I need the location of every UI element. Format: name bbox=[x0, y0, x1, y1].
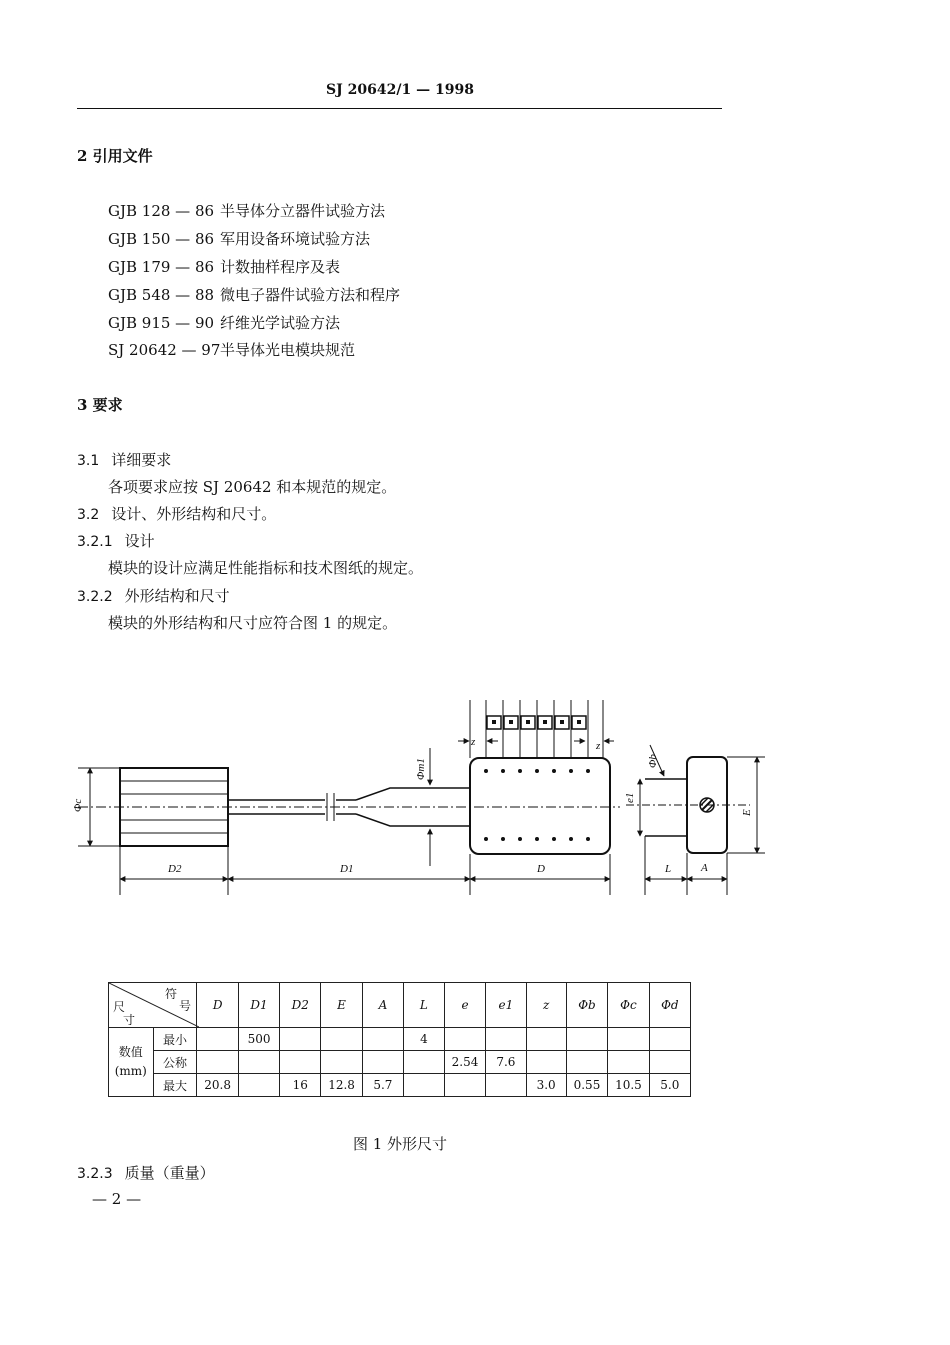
corner-label-cun: 寸 bbox=[123, 1013, 136, 1027]
label-d1: D1 bbox=[340, 863, 354, 875]
table-cell bbox=[238, 1051, 279, 1074]
table-cell: 20.8 bbox=[197, 1074, 238, 1097]
reference-item bbox=[108, 256, 340, 277]
table-cell bbox=[649, 1051, 690, 1074]
document-code-header: SJ 20642/1 — 1998 bbox=[326, 82, 474, 98]
label-a: A bbox=[701, 862, 708, 874]
subsection-number: 3.2.1 bbox=[77, 534, 113, 550]
subsection-3-2-3-heading bbox=[77, 1162, 215, 1183]
column-header: Φc bbox=[608, 983, 649, 1028]
subsection-3-2-2-text: 模块的外形结构和尺寸应符合图 1 的规定。 bbox=[108, 614, 398, 632]
label-z-right: z bbox=[596, 740, 601, 752]
row-group-label bbox=[109, 1028, 154, 1097]
row-group-unit: (mm) bbox=[114, 1064, 147, 1078]
reference-title: 军用设备环境试验方法 bbox=[220, 230, 371, 248]
table-cell bbox=[566, 1028, 607, 1051]
table-cell bbox=[649, 1028, 690, 1051]
corner-label-fu: 符 bbox=[165, 987, 178, 1001]
reference-code: GJB 548 — 88 bbox=[108, 286, 215, 304]
table-cell bbox=[486, 1028, 526, 1051]
label-z-left: z bbox=[471, 736, 476, 748]
table-header-row bbox=[109, 983, 691, 1028]
table-cell bbox=[404, 1074, 445, 1097]
table-corner-cell bbox=[109, 983, 197, 1028]
header-rule bbox=[77, 108, 722, 109]
column-header: Φb bbox=[566, 983, 607, 1028]
reference-code: GJB 915 — 90 bbox=[108, 314, 215, 332]
column-header: D1 bbox=[238, 983, 279, 1028]
subsection-3-2-1-text: 模块的设计应满足性能指标和技术图纸的规定。 bbox=[108, 559, 424, 577]
reference-title: 计数抽样程序及表 bbox=[220, 258, 341, 276]
section-2-title: 2 引用文件 bbox=[77, 147, 153, 165]
table-cell bbox=[526, 1028, 566, 1051]
table-cell: 7.6 bbox=[486, 1051, 526, 1074]
table-cell bbox=[197, 1028, 238, 1051]
subsection-3-1-text: 各项要求应按 SJ 20642 和本规范的规定。 bbox=[108, 478, 397, 496]
column-header: e1 bbox=[486, 983, 526, 1028]
label-phi-c: Φc bbox=[72, 798, 84, 812]
column-header: Φd bbox=[649, 983, 690, 1028]
pin-leads bbox=[470, 700, 603, 758]
table-cell bbox=[444, 1028, 485, 1051]
reference-item bbox=[108, 228, 370, 249]
table-cell bbox=[238, 1074, 279, 1097]
table-cell bbox=[444, 1074, 485, 1097]
subsection-title: 设计、外形结构和尺寸。 bbox=[111, 505, 277, 523]
reference-title: 半导体分立器件试验方法 bbox=[220, 202, 386, 220]
reference-item bbox=[108, 200, 385, 221]
table-cell bbox=[362, 1051, 403, 1074]
label-e1: e1 bbox=[624, 792, 636, 803]
row-group-title: 数值 bbox=[118, 1044, 143, 1059]
subsection-3-2-1-heading bbox=[77, 530, 155, 551]
subsection-3-2-2-heading bbox=[77, 585, 230, 606]
reference-code: GJB 150 — 86 bbox=[108, 230, 215, 248]
table-cell: 2.54 bbox=[444, 1051, 485, 1074]
table-cell bbox=[608, 1051, 649, 1074]
label-d: D bbox=[537, 863, 545, 875]
column-header: D2 bbox=[280, 983, 321, 1028]
table-cell: 10.5 bbox=[608, 1074, 649, 1097]
label-d2: D2 bbox=[168, 863, 182, 875]
table-cell bbox=[280, 1051, 321, 1074]
subsection-title: 设计 bbox=[124, 532, 155, 550]
column-header: A bbox=[362, 983, 403, 1028]
column-header: e bbox=[444, 983, 485, 1028]
row-label: 公称 bbox=[153, 1051, 197, 1074]
figure-caption: 图 1 外形尺寸 bbox=[352, 1135, 448, 1153]
reference-title: 纤维光学试验方法 bbox=[220, 314, 341, 332]
table-cell bbox=[197, 1051, 238, 1074]
reference-item bbox=[108, 312, 340, 333]
table-cell bbox=[566, 1051, 607, 1074]
column-header: L bbox=[404, 983, 445, 1028]
label-phi-b: Φb bbox=[647, 754, 659, 768]
reference-title: 半导体光电模块规范 bbox=[220, 341, 356, 359]
module-outline-drawing bbox=[0, 680, 950, 920]
subsection-title: 外形结构和尺寸 bbox=[124, 587, 230, 605]
reference-item bbox=[108, 284, 400, 305]
subsection-title: 质量（重量） bbox=[124, 1164, 215, 1182]
column-header: z bbox=[526, 983, 566, 1028]
label-l: L bbox=[665, 863, 672, 875]
reference-title: 微电子器件试验方法和程序 bbox=[220, 286, 401, 304]
table-cell: 4 bbox=[404, 1028, 445, 1051]
table-cell: 3.0 bbox=[526, 1074, 566, 1097]
section-3-title: 3 要求 bbox=[77, 396, 123, 414]
table-cell bbox=[321, 1051, 362, 1074]
table-cell: 500 bbox=[238, 1028, 279, 1051]
column-header: E bbox=[321, 983, 362, 1028]
reference-item bbox=[108, 339, 355, 360]
reference-code: SJ 20642 — 97 bbox=[108, 341, 221, 359]
subsection-number: 3.1 bbox=[77, 453, 100, 469]
table-cell: 0.55 bbox=[566, 1074, 607, 1097]
table-row bbox=[109, 1028, 691, 1051]
label-phi-m1: Φm1 bbox=[415, 758, 427, 780]
subsection-title: 详细要求 bbox=[111, 451, 172, 469]
reference-code: GJB 128 — 86 bbox=[108, 202, 215, 220]
table-cell bbox=[404, 1051, 445, 1074]
subsection-3-2-heading bbox=[77, 503, 276, 524]
table-cell bbox=[486, 1074, 526, 1097]
reference-code: GJB 179 — 86 bbox=[108, 258, 215, 276]
table-cell bbox=[608, 1028, 649, 1051]
corner-label-hao: 号 bbox=[179, 999, 192, 1013]
table-cell bbox=[362, 1028, 403, 1051]
table-cell: 5.7 bbox=[362, 1074, 403, 1097]
subsection-number: 3.2.2 bbox=[77, 589, 113, 605]
corner-label-chi: 尺 bbox=[113, 1000, 126, 1014]
table-cell bbox=[526, 1051, 566, 1074]
table-cell bbox=[321, 1028, 362, 1051]
label-e: E bbox=[741, 809, 753, 816]
table-cell: 16 bbox=[280, 1074, 321, 1097]
row-label: 最大 bbox=[153, 1074, 197, 1097]
subsection-3-1-heading bbox=[77, 449, 171, 470]
table-cell: 5.0 bbox=[649, 1074, 690, 1097]
subsection-number: 3.2 bbox=[77, 507, 100, 523]
table-cell bbox=[280, 1028, 321, 1051]
page-number: — 2 — bbox=[92, 1190, 142, 1208]
dimension-table bbox=[108, 982, 691, 1097]
subsection-number: 3.2.3 bbox=[77, 1166, 113, 1182]
row-label: 最小 bbox=[153, 1028, 197, 1051]
table-row bbox=[109, 1074, 691, 1097]
column-header: D bbox=[197, 983, 238, 1028]
table-row bbox=[109, 1051, 691, 1074]
table-cell: 12.8 bbox=[321, 1074, 362, 1097]
